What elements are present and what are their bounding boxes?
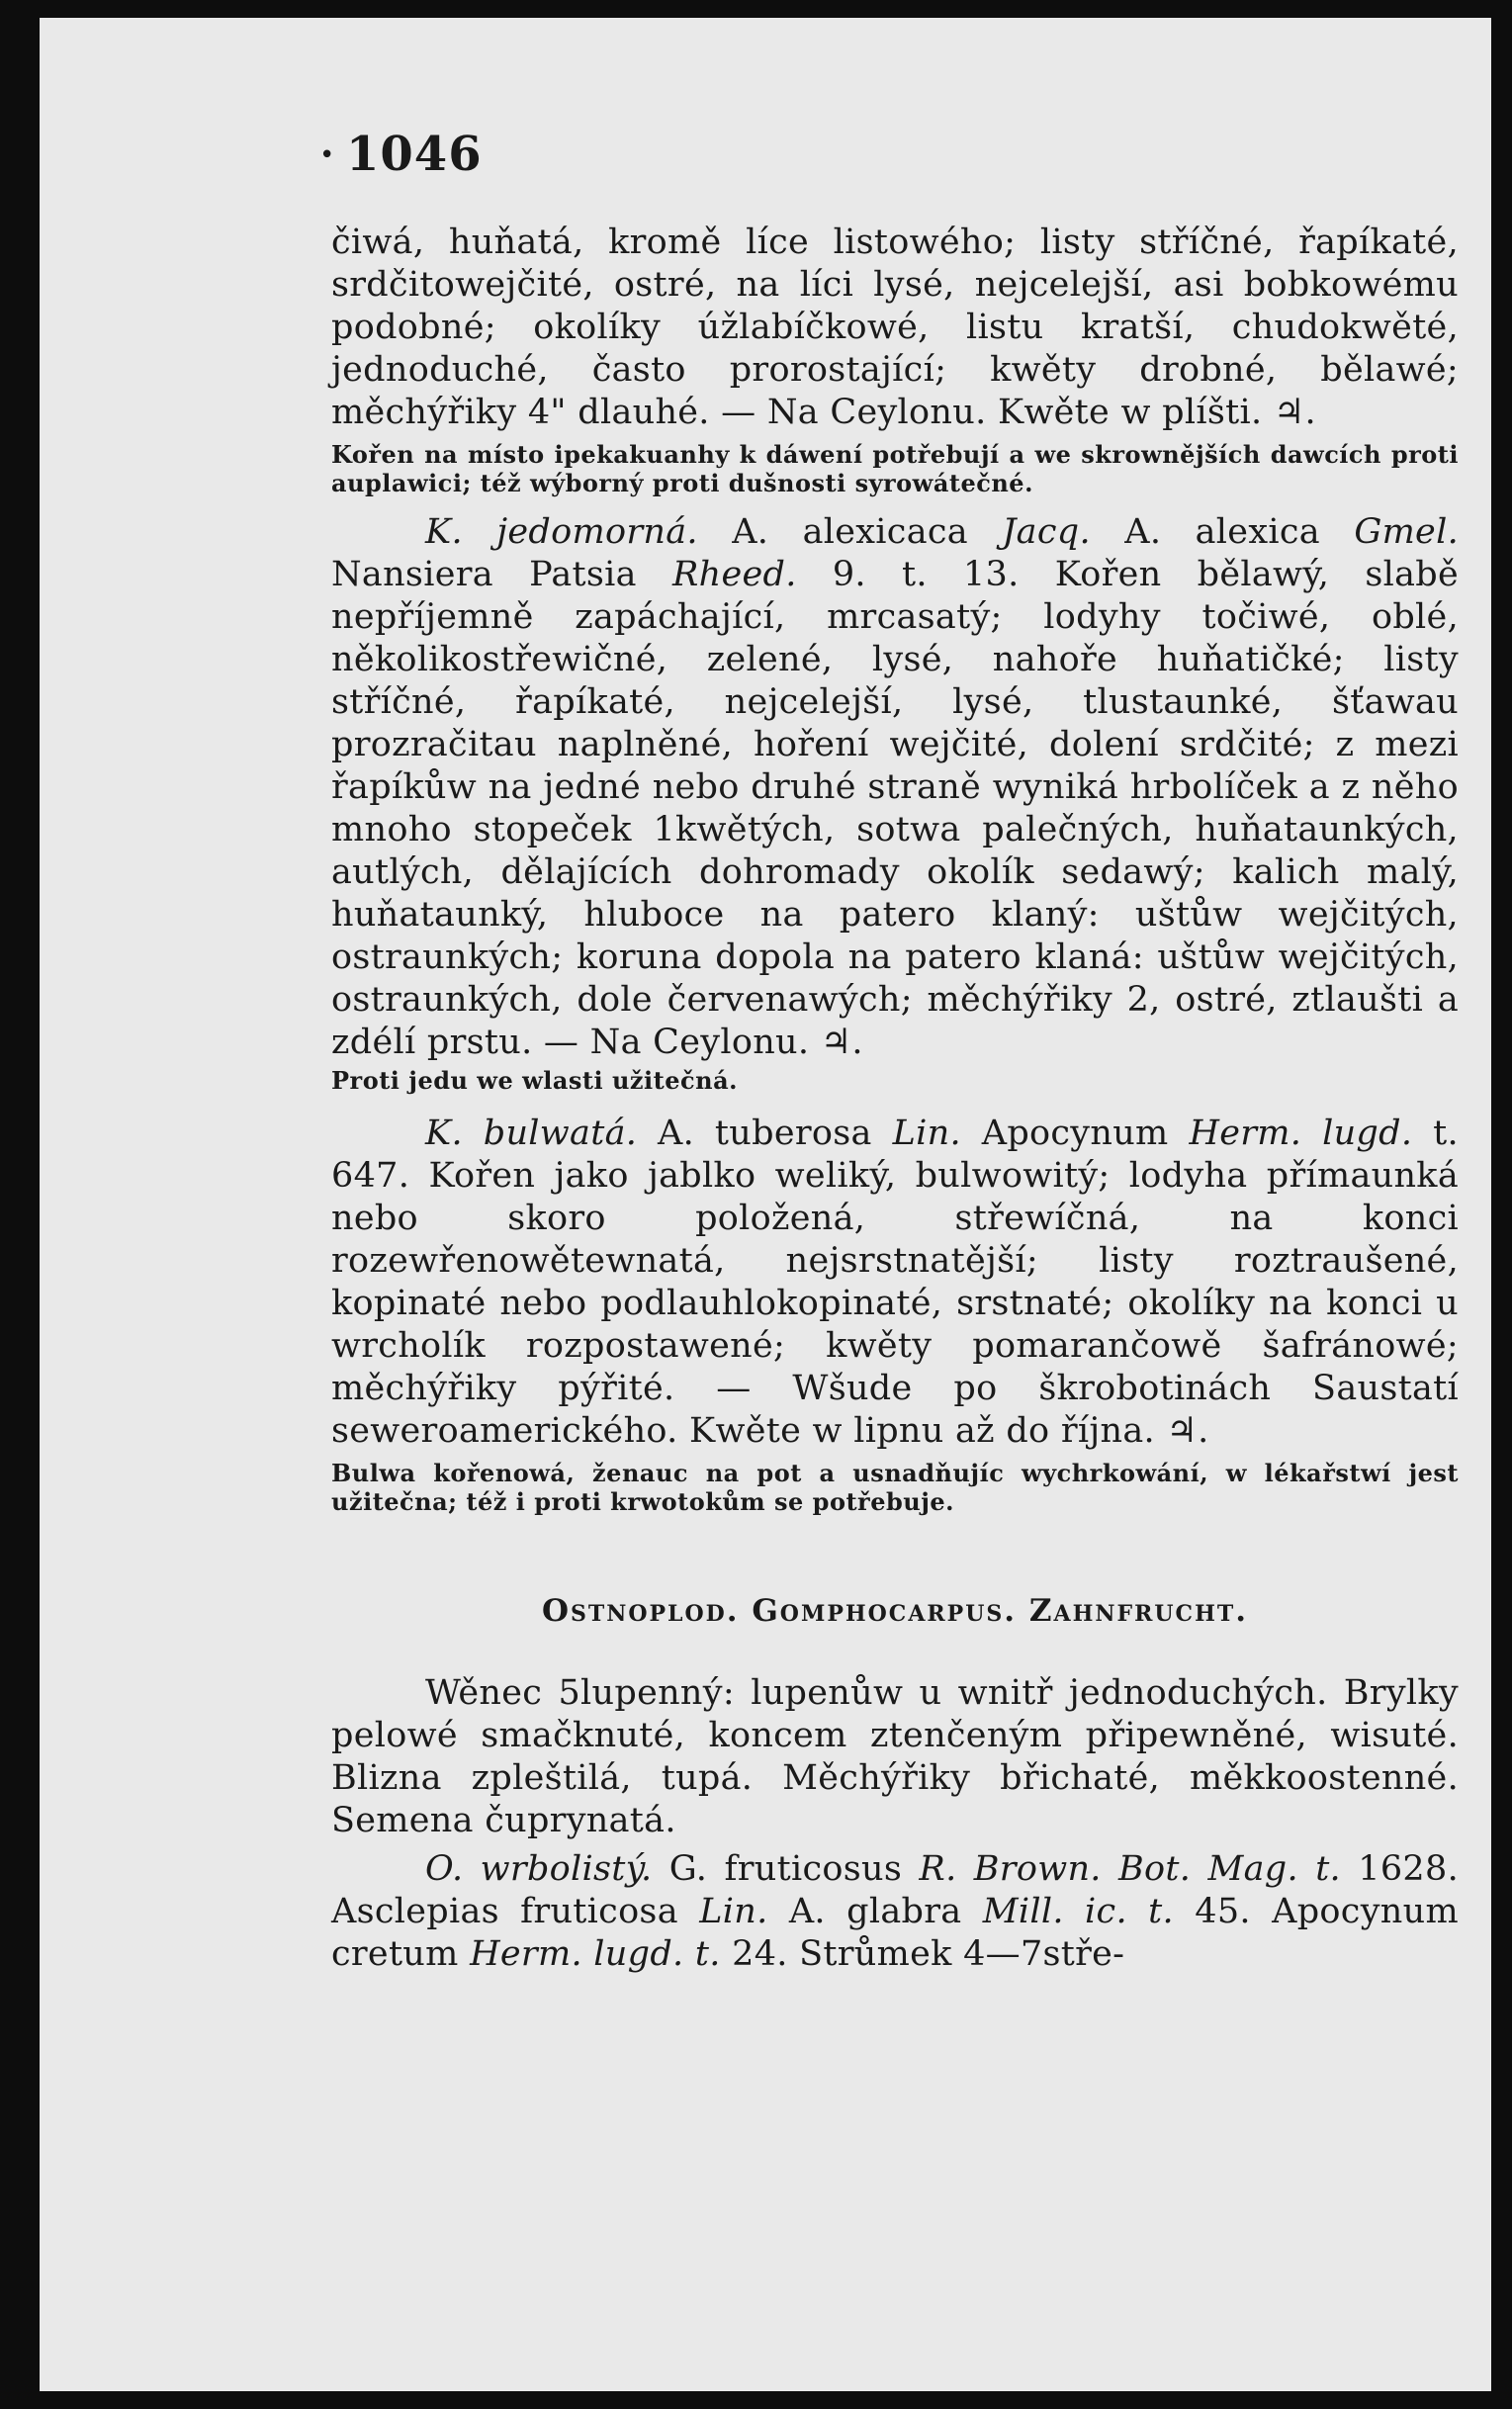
synonym: A. tuberosa xyxy=(658,1114,872,1153)
synonym: Apocynum cretum xyxy=(331,1892,1459,1974)
author: Herm. lugd. t. xyxy=(470,1934,721,1974)
reference: t. 647. xyxy=(331,1114,1459,1196)
species-entry-bulwata xyxy=(331,1113,1459,1453)
description: Kořen bělawý, slabě nepříjemně zapáchající, mrcasatý; lodyhy točiwé, oblé, několikostřewičné, zelené, lysé, nahoře huňatičké; listy stříčné, řapíkaté, nejcelejší, lysé, tlustaunké, šťawau prozračitau naplněné, hoření wejčité, dolení srdčité; z mezi řapíkůw na jedné nebo druhé straně wyniká hrbolíček a z něho mnoho stopeček 1kwětých, sotwa palečných, huňataunkých, autlých, dělajících dohromady okolík sedawý; kalich malý, huňataunký, hluboce na patero klaný: uštůw wejčitých, ostraunkých; koruna dopola na patero klaná: uštůw wejčitých, ostraunkých, dole červenawých; měchýřiky 2, ostré, ztlaušti a zdélí prstu. — Na Ceylonu. ♃. xyxy=(331,555,1459,1062)
description: Kořen jako jablko weliký, bulwowitý; lodyha přímaunká nebo skoro položená, střewíčná, na konci rozewřenowětewnatá, nejsrstnatější; listy roztraušené, kopinaté nebo podlauhlokopinaté, srstnaté; okolíky na konci u wrcholík rozpostawené; kwěty pomarančowě šafránowé; měchýřiky pýřité. — Wšude po škrobotinách Saustatí seweroamerického. Kwěte w lipnu až do října. ♃. xyxy=(331,1156,1459,1451)
book-page xyxy=(40,18,1491,2391)
page-number: 1046 xyxy=(346,127,483,182)
reference: 1628. xyxy=(1358,1849,1459,1889)
species-entry-wrbolisty xyxy=(331,1848,1459,1976)
author: Herm. lugd. xyxy=(1189,1114,1413,1153)
author: Rheed. xyxy=(672,555,797,594)
page-header xyxy=(40,127,1491,186)
author: Lin. xyxy=(892,1114,961,1153)
synonym: A. alexicaca xyxy=(732,512,968,552)
species-name: O. wrbolistý. xyxy=(425,1849,653,1889)
reference: 45. xyxy=(1195,1892,1251,1931)
author: R. Brown. Bot. Mag. t. xyxy=(919,1849,1341,1889)
synonym: Apocynum xyxy=(981,1114,1169,1153)
usage-note-3: Bulwa kořenowá, ženauc na pot a usnadňujíc wychrkowání, w lékařstwí jest užitečna; též i proti krwotokům se potřebuje. xyxy=(331,1459,1459,1516)
page-mark: • xyxy=(319,140,335,170)
species-name: K. jedomorná. xyxy=(425,512,698,552)
author: Jacq. xyxy=(1002,512,1091,552)
synonym: Asclepias fruticosa xyxy=(331,1892,678,1931)
author: Gmel. xyxy=(1354,512,1459,552)
synonym: A. alexica xyxy=(1124,512,1320,552)
species-name: K. bulwatá. xyxy=(425,1114,638,1153)
species-entry-jedomorna xyxy=(331,511,1459,1064)
author: Lin. xyxy=(699,1892,768,1931)
genus-heading: Ostnoplod. Gomphocarpus. Zahnfrucht. xyxy=(541,1593,1249,1629)
synonym: Nansiera Patsia xyxy=(331,555,637,594)
description: Strůmek 4—7střе- xyxy=(799,1934,1125,1974)
synonym: G. fruticosus xyxy=(668,1849,903,1889)
text-column xyxy=(331,222,1459,1976)
reference: 9. t. 13. xyxy=(832,555,1020,594)
paragraph-continuation: čiwá, huňatá, kromě líce listowého; listy stříčné, řapíkaté, srdčitowejčité, ostré, na líci lysé, nejcelejší, asi bobkowému podobné; okolíky úžlabíčkowé, listu kratší, chudokwěté, jednoduché, často prorostající; kwěty drobné, bělawé; měchýřiky 4" dlauhé. — Na Ceylonu. Kwěte w plíšti. ♃. xyxy=(331,223,1459,432)
reference: 24. xyxy=(732,1934,788,1974)
usage-note-2: Proti jedu we wlasti užitečná. xyxy=(331,1066,738,1095)
author: Mill. ic. t. xyxy=(982,1892,1174,1931)
usage-note-1: Kořen na místo ipekakuanhy k dáwení potřebují a we skrownějších dawcích proti auplawici; též wýborný proti dušnosti syrowátečné. xyxy=(331,440,1459,497)
synonym: A. glabra xyxy=(788,1892,962,1931)
genus-description: Wěnec 5lupenný: lupenůw u wnitř jednoduchých. Brylky pelowé smačknuté, koncem ztenčeným připewněné, wisuté. Blizna zpleštilá, tupá. Měchýřiky břichaté, měkkoostenné. Semena čuprynatá. xyxy=(331,1673,1459,1840)
